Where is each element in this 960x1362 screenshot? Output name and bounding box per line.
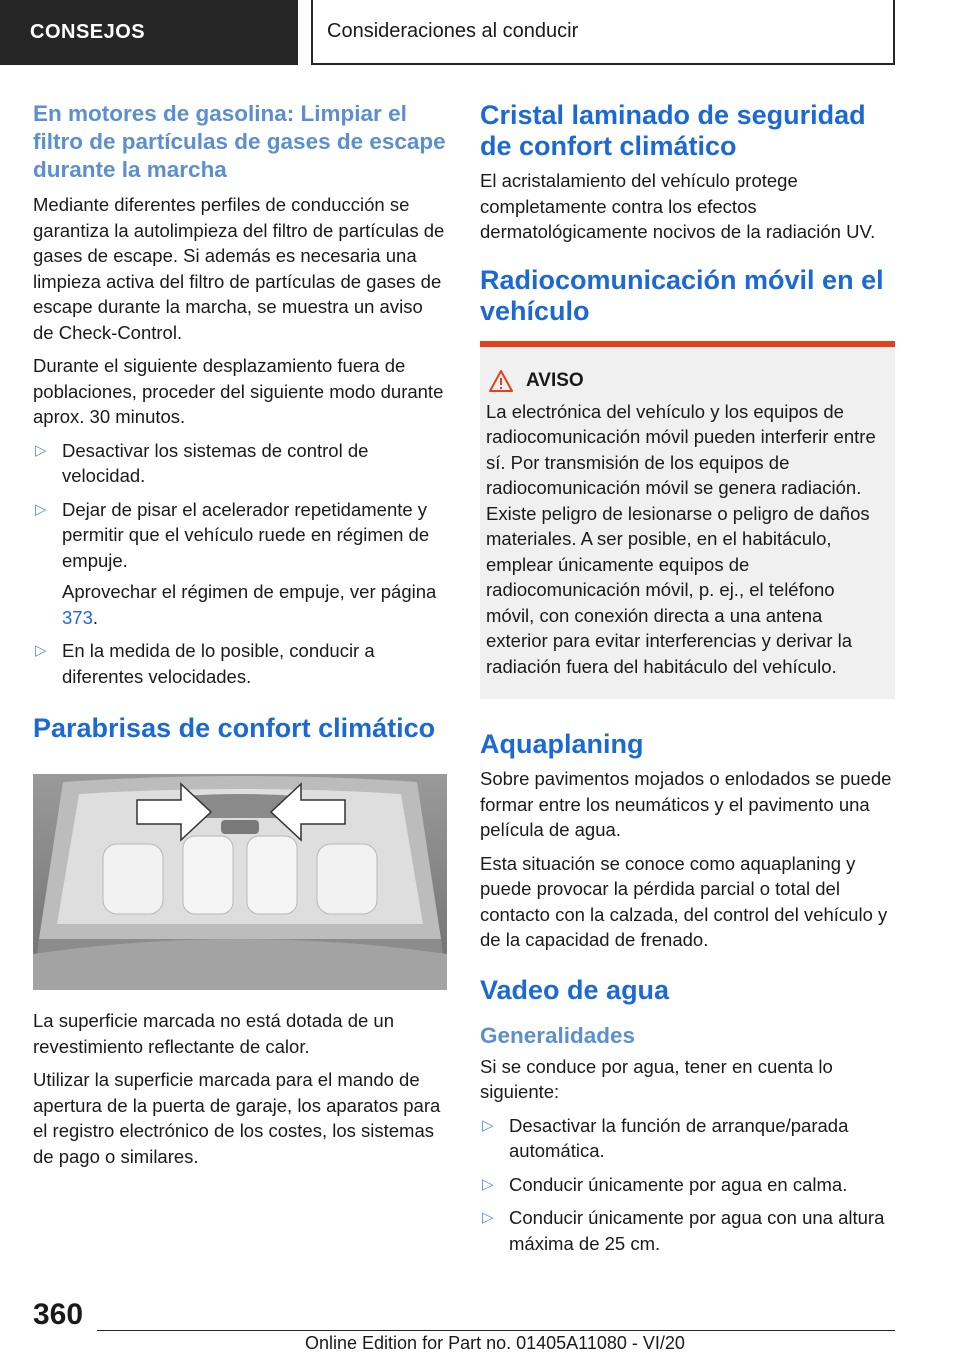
list-item: ▷ Conducir únicamente por agua con una altura máxima de 25 cm. xyxy=(482,1207,885,1254)
triangle-bullet-icon: ▷ xyxy=(482,1116,494,1134)
chapter-title-label: Consideraciones al conducir xyxy=(327,20,579,42)
section-tab xyxy=(0,0,298,65)
list-item: ▷ Desactivar la función de arranque/parada automática. xyxy=(482,1114,849,1161)
triangle-bullet-icon: ▷ xyxy=(35,642,47,659)
warning-triangle-icon xyxy=(488,369,514,393)
coasting-note: Aprovechar el régimen de empuje, ver página 373. xyxy=(62,581,437,628)
list-item: ▷ Dejar de pisar el acelerador repetidamente y permitir que el vehículo ruede en régimen de empuje. Aprovechar el régimen de empuje, ver página 373. xyxy=(33,497,447,631)
heading-laminated-glass: Cristal laminado de seguridad de confort climático xyxy=(480,100,866,161)
list-item: ▷ Desactivar los sistemas de control de velocidad. xyxy=(35,439,369,486)
footer-divider xyxy=(97,1330,895,1331)
left-column xyxy=(33,100,447,1177)
footer-edition: Online Edition for Part no. 01405A11080 - VI/20 xyxy=(305,1333,685,1353)
warning-title: AVISO xyxy=(526,369,584,391)
right-column xyxy=(480,100,895,1264)
heading-particle-filter: En motores de gasolina: Limpiar el filtro de partículas de gases de escape durante la marcha xyxy=(33,101,446,182)
heading-water-wading: Vadeo de agua xyxy=(480,974,670,1005)
paragraph-filter-intro: Mediante diferentes perfiles de conducción se garantiza la autolimpieza del filtro de partículas de gases de escape. Si además es necesaria una limpieza activa del filtro de partículas de gases de escape durante la marcha, se muestra un aviso de Check-Control. xyxy=(33,194,445,343)
heading-mobile-radio: Radiocomunicación móvil en el vehículo xyxy=(480,264,884,326)
heading-general: Generalidades xyxy=(480,1022,636,1048)
section-tab-label: CONSEJOS xyxy=(30,21,146,43)
page-number: 360 xyxy=(33,1298,84,1331)
windshield-photo xyxy=(33,774,447,990)
paragraph-windshield-2: Utilizar la superficie marcada para el mando de apertura de la puerta de garaje, los aparatos para el registro electrónico de los costes, los sistemas de pago o similares. xyxy=(33,1069,441,1167)
triangle-bullet-icon: ▷ xyxy=(482,1209,494,1226)
warning-box xyxy=(480,341,895,700)
triangle-bullet-icon: ▷ xyxy=(35,500,47,518)
paragraph-general: Si se conduce por agua, tener en cuenta lo siguiente: xyxy=(480,1055,833,1102)
paragraph-windshield-1: La superficie marcada no está dotada de un revestimiento reflectante de calor. xyxy=(33,1010,394,1057)
heading-windshield: Parabrisas de confort climático xyxy=(33,713,436,743)
chapter-title xyxy=(311,0,895,65)
warning-header xyxy=(486,369,887,393)
paragraph-filter-procedure: Durante el siguiente desplazamiento fuera de poblaciones, proceder del siguiente modo durante aprox. 30 minutos. xyxy=(33,355,444,427)
paragraph-aquaplaning-1: Sobre pavimentos mojados o enlodados se puede formar entre los neumáticos y el pavimento una película de agua. xyxy=(480,768,892,840)
warning-text: La electrónica del vehículo y los equipos de radiocomunicación móvil pueden interferir entre sí. Por transmisión de los equipos de radiocomunicación móvil se genera radiación. Existe peligro de lesionarse o peligro de daños materiales. A ser posible, en el habitáculo, emplear únicamente equipos de radiocomunicación móvil, p. ej., el teléfono móvil, con conexión directa a una antena exterior para evitar interferencias y derivar la radiación fuera del habitáculo del vehículo. xyxy=(486,400,876,677)
paragraph-glass: El acristalamiento del vehículo protege completamente contra los efectos dermatológicamente nocivos de la radiación UV. xyxy=(480,170,876,242)
wading-steps-list xyxy=(480,1113,895,1257)
triangle-bullet-icon: ▷ xyxy=(35,441,47,459)
heading-aquaplaning: Aquaplaning xyxy=(480,729,644,759)
list-item: ▷ Conducir únicamente por agua en calma. xyxy=(480,1172,895,1198)
list-item: ▷ En la medida de lo posible, conducir a diferentes velocidades. xyxy=(35,640,375,687)
triangle-bullet-icon: ▷ xyxy=(482,1175,494,1193)
filter-steps-list xyxy=(33,438,447,690)
paragraph-aquaplaning-2: Esta situación se conoce como aquaplaning y puede provocar la pérdida parcial o total del contacto con la calzada, del control del vehículo y de la capacidad de frenado. xyxy=(480,852,888,950)
page-link[interactable]: 373 xyxy=(62,606,93,628)
